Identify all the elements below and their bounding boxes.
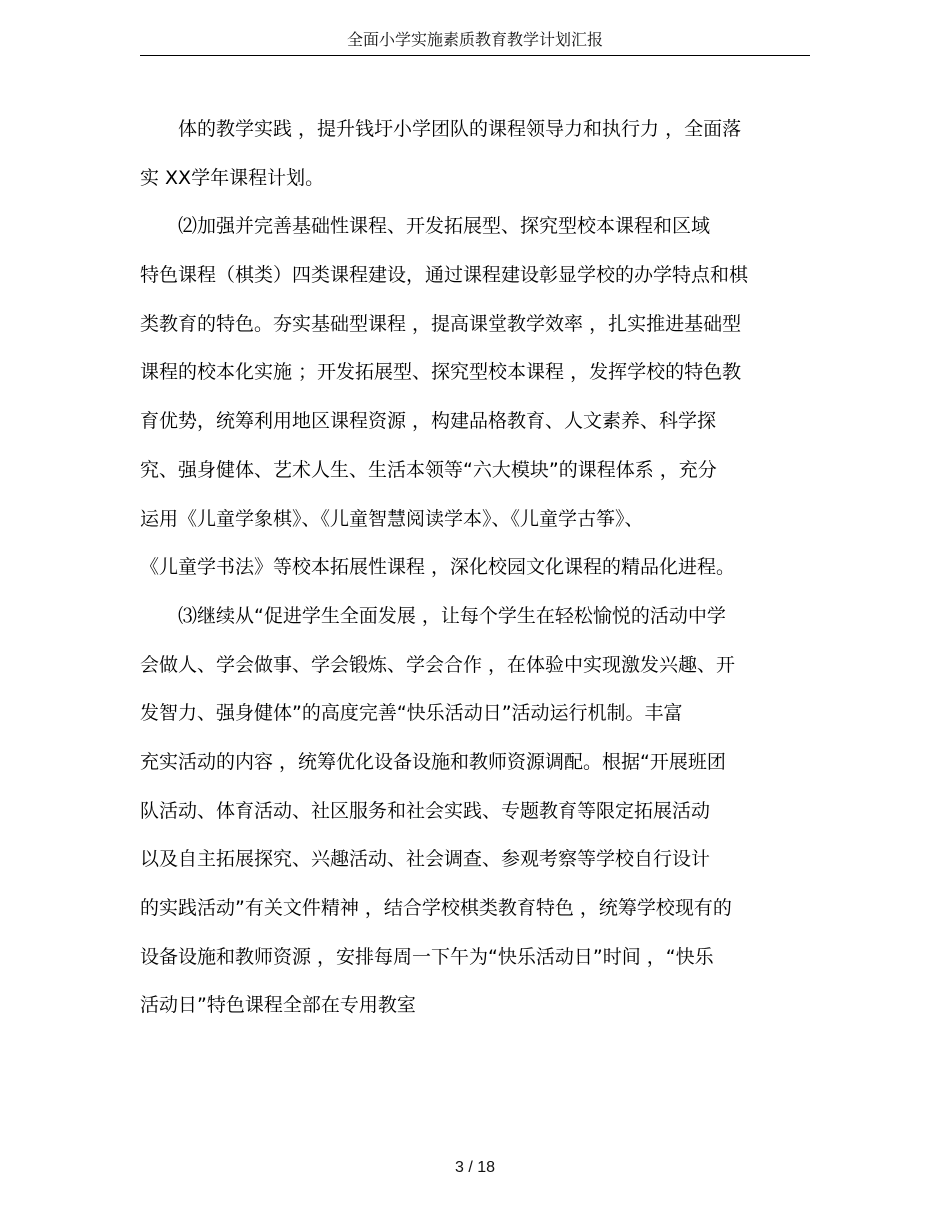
text-line-1: 体的教学实践 ，提升钱圩小学团队的课程领导力和执行力 ，全面落 (178, 118, 742, 140)
text-line-17: 的实践活动”有关文件精神 ，结合学校棋类教育特色 ，统筹学校现有的 (140, 897, 732, 919)
text-line-15: 队活动、体育活动、社区服务和社会实践、专题教育等限定拓展活动 (140, 799, 711, 822)
document-body (140, 105, 820, 1030)
text-line-16: 以及自主拓展探究、兴趣活动、社会调查、参观考察等学校自行设计 (140, 848, 711, 871)
text-line-7: 育优势，统筹利用地区课程资源 ，构建品格教育、人文素养、科学探 (140, 410, 717, 433)
text-line-9: 运用《儿童学象棋》、《儿童智慧阅读学本》、《儿童学古筝》、 (140, 507, 644, 530)
text-line-4: 特色课程（棋类）四类课程建设，通过课程建设彰显学校的办学特点和棋 (140, 264, 749, 287)
text-line-19: 活动日”特色课程全部在专用教室 (140, 994, 416, 1017)
text-line-6: 课程的校本化实施 ；开发拓展型、探究型校本课程 ，发挥学校的特色教 (140, 361, 742, 384)
header-divider (140, 55, 810, 56)
text-line-5: 类教育的特色。夯实基础型课程 ，提高课堂教学效率 ，扎实推进基础型 (140, 312, 742, 335)
text-line-11: ⑶继续从“促进学生全面发展 ，让每个学生在轻松愉悦的活动中学 (178, 604, 726, 627)
page-header-title: 全面小学实施素质教育教学计划汇报 (346, 30, 603, 49)
text-line-14: 充实活动的内容 ，统筹优化设备设施和教师资源调配。根据“开展班团 (140, 750, 726, 773)
text-line-10: 《儿童学书法》等校本拓展性课程 ，深化校园文化课程的精品化进程。 (140, 556, 736, 579)
text-line-13: 发智力、强身健体”的高度完善“快乐活动日”活动运行机制。丰富 (140, 702, 683, 725)
page-number: 3 / 18 (454, 1159, 496, 1176)
text-line-3: ⑵加强并完善基础性课程、开发拓展型、探究型校本课程和区域 (178, 215, 711, 238)
text-line-18: 设备设施和教师资源 ，安排每周一下午为“快乐活动日”时间 ，“快乐 (140, 945, 714, 968)
text-line-2: 实 XX学年课程计划。 (140, 166, 325, 189)
text-line-12: 会做人、学会做事、学会锻炼、学会合作 ，在体验中实现激发兴趣、开 (140, 653, 736, 676)
text-line-8: 究、强身健体、艺术人生、生活本领等“六大模块”的课程体系 ，充分 (140, 458, 717, 481)
